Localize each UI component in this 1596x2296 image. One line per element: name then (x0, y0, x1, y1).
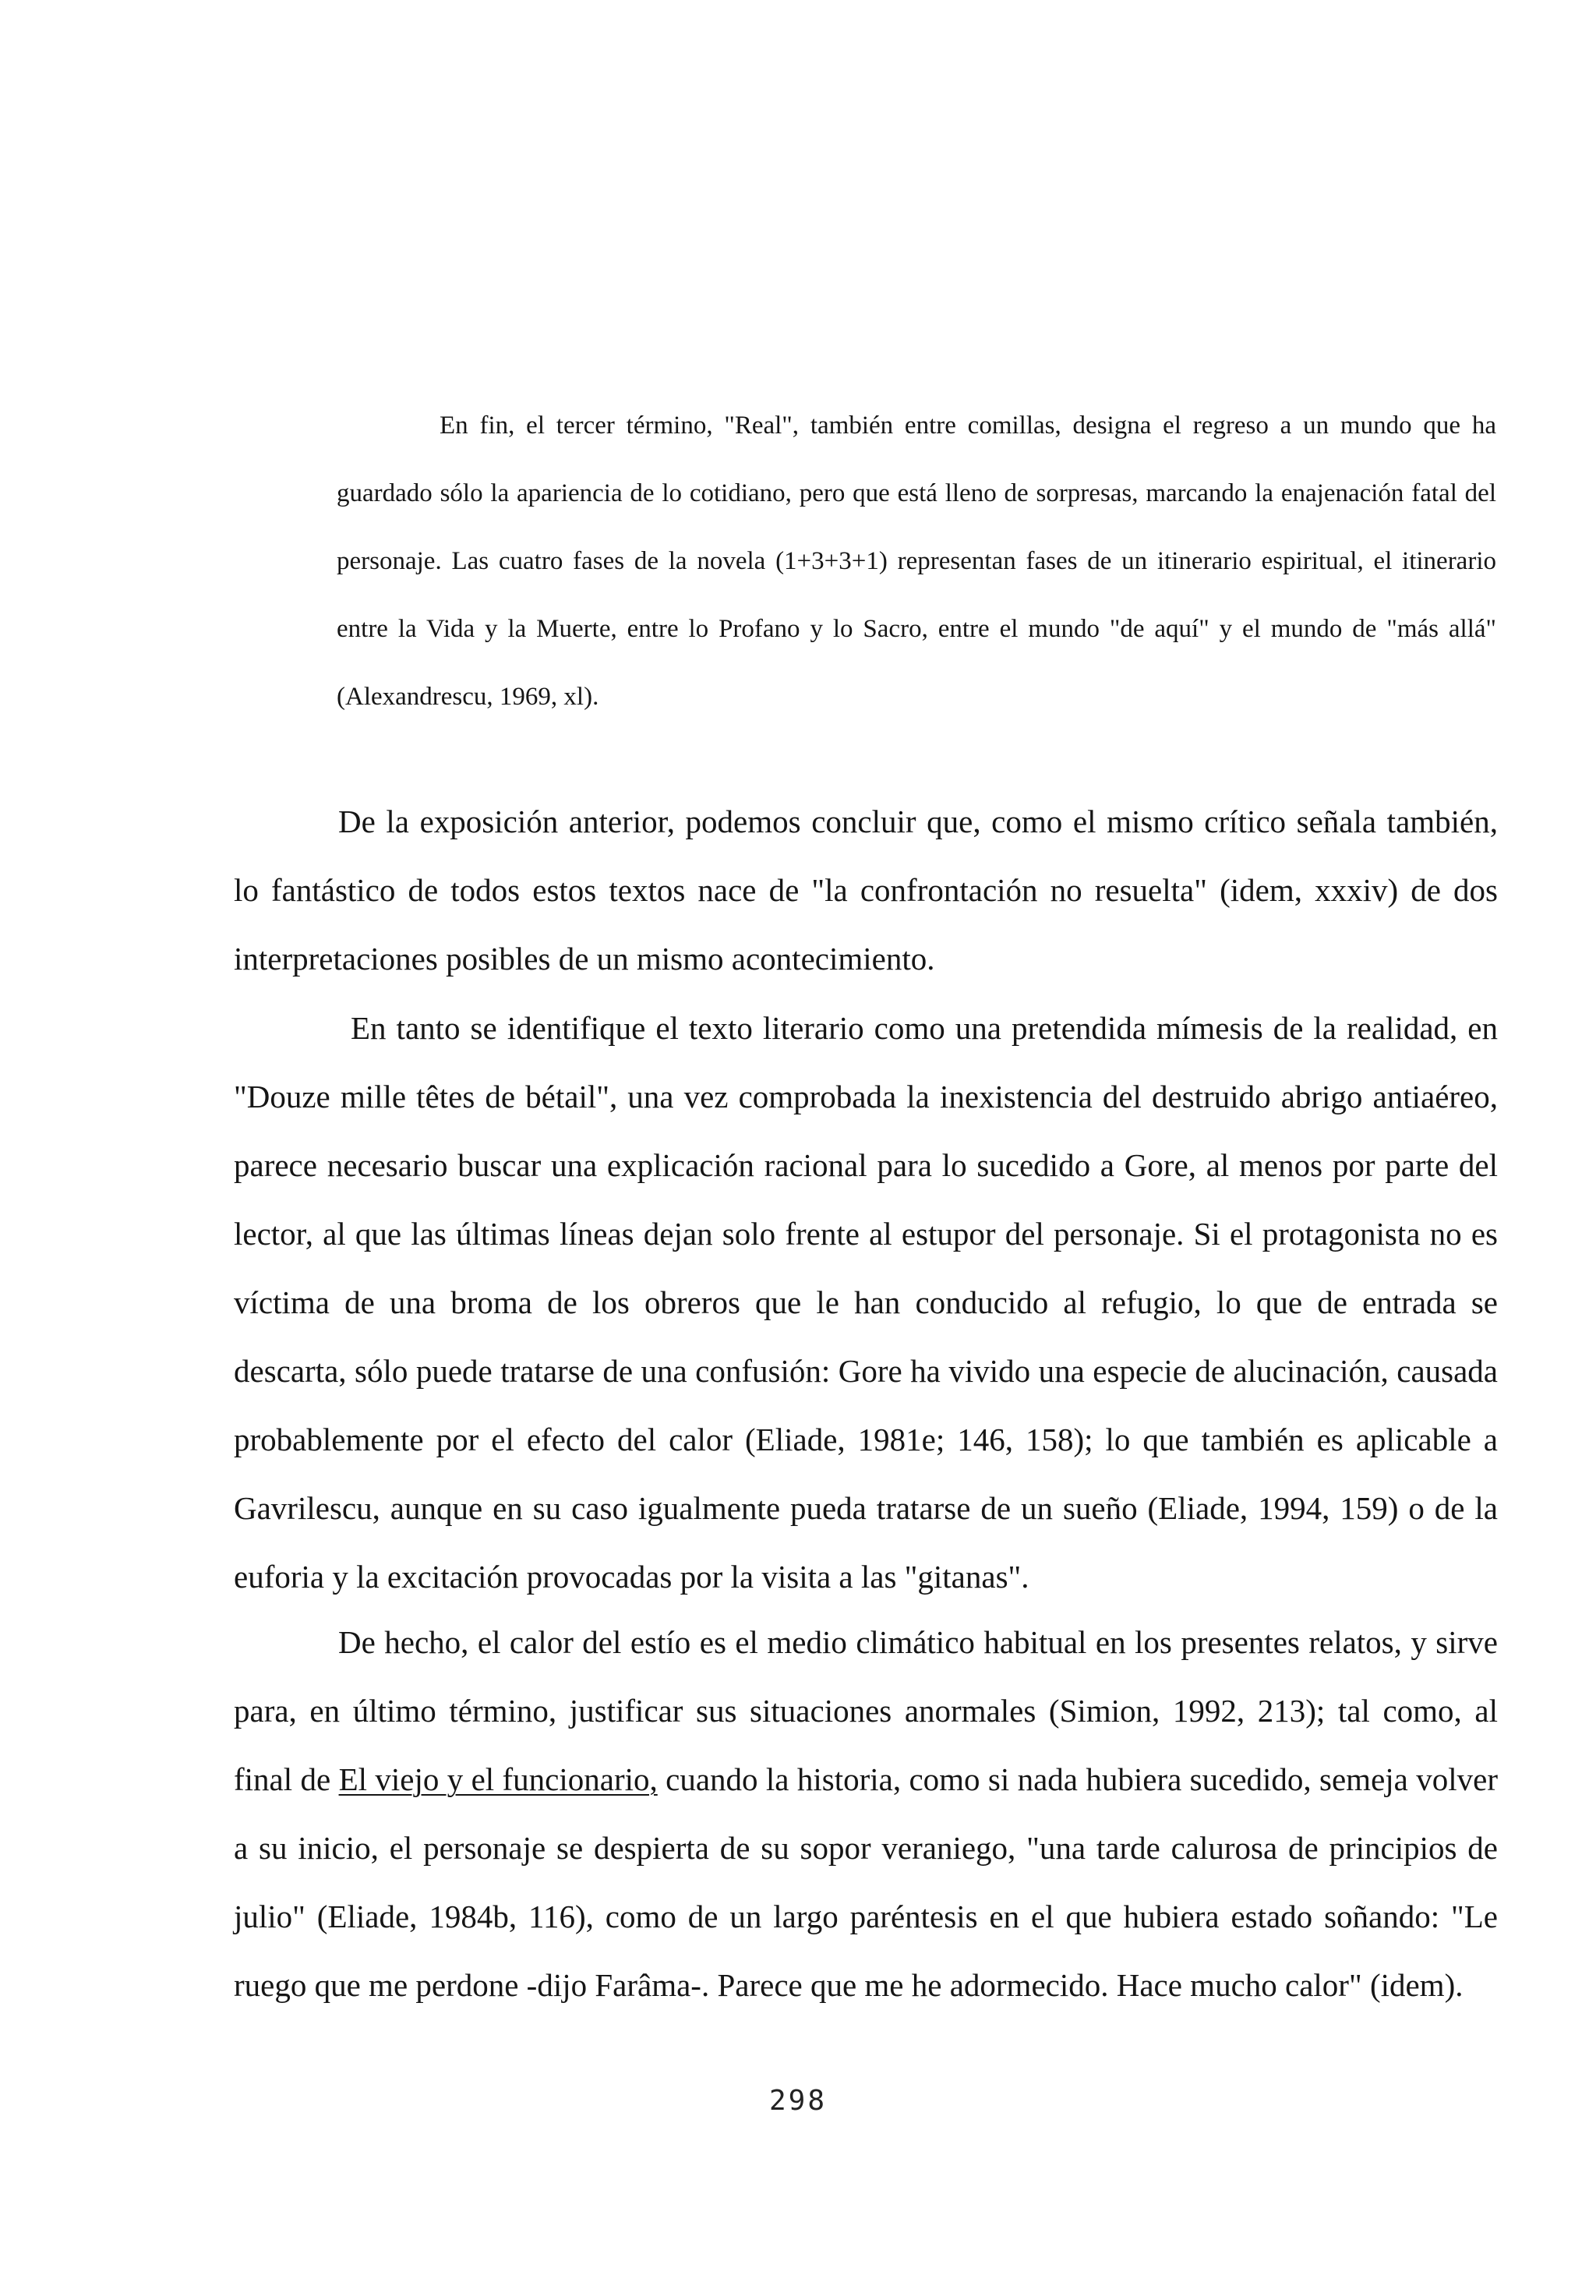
paragraph-mimesis: En tanto se identifique el texto literario como una pretendida mímesis de la realidad, en "Douze mille têtes de bétail", una vez comprobada la inexistencia del destruido abrigo antiaéreo, parece necesario buscar una explicación racional para lo sucedido a Gore, al menos por parte del lector, al que las últimas líneas dejan solo frente al estupor del personaje. Si el protagonista no es víctima de una broma de los obreros que le han conducido al refugio, lo que de entrada se descarta, sólo puede tratarse de una confusión: Gore ha vivido una especie de alucinación, causada probablemente por el efecto del calor (Eliade, 1981e; 146, 158); lo que también es aplicable a Gavrilescu, aunque en su caso igualmente pueda tratarse de un sueño (Eliade, 1994, 159) o de la euforia y la excitación provocadas por la visita a las "gitanas". (234, 1010, 1498, 1595)
paragraph-conclusion: De la exposición anterior, podemos concluir que, como el mismo crítico señala también, lo fantástico de todos estos textos nace de "la confrontación no resuelta" (idem, xxxiv) de dos interpretaciones posibles de un mismo acontecimiento. (234, 804, 1498, 977)
indented-quote: En fin, el tercer término, "Real", también entre comillas, designa el regreso a un mundo que ha guardado sólo la apariencia de lo cotidiano, pero que está lleno de sorpresas, marcando la enajenación fatal del personaje. Las cuatro fases de la novela (1+3+3+1) representan fases de un itinerario espiritual, el itinerario entre la Vida y la Muerte, entre lo Profano y lo Sacro, entre el mundo "de aquí" y el mundo de "más allá" (Alexandrescu, 1969, xl). (337, 412, 1496, 711)
book-title-underlined: El viejo y el funcionario, (338, 1761, 658, 1797)
paragraph-summer-heat (234, 1608, 1498, 2019)
paragraph-text-after-title: cuando la historia, como si nada hubiera sucedido, semeja volver a su inicio, el personaje se despierta de su sopor veraniego, "una tarde calurosa de principios de julio" (Eliade, 1984b, 116), como de un largo paréntesis en el que hubiera estado soñando: "Le ruego que me perdone -dijo Farâma-. Parece que me he adormecido. Hace mucho calor" (idem). (234, 1761, 1498, 2003)
page-number: 298 (768, 2085, 828, 2117)
paragraph-text-before-title: De hecho, el calor del estío es el medio climático habitual en los presentes relatos, y sirve para, en último término, justificar sus situaciones anormales (Simion, 1992, 213); tal como, al final de (234, 1624, 1498, 1797)
